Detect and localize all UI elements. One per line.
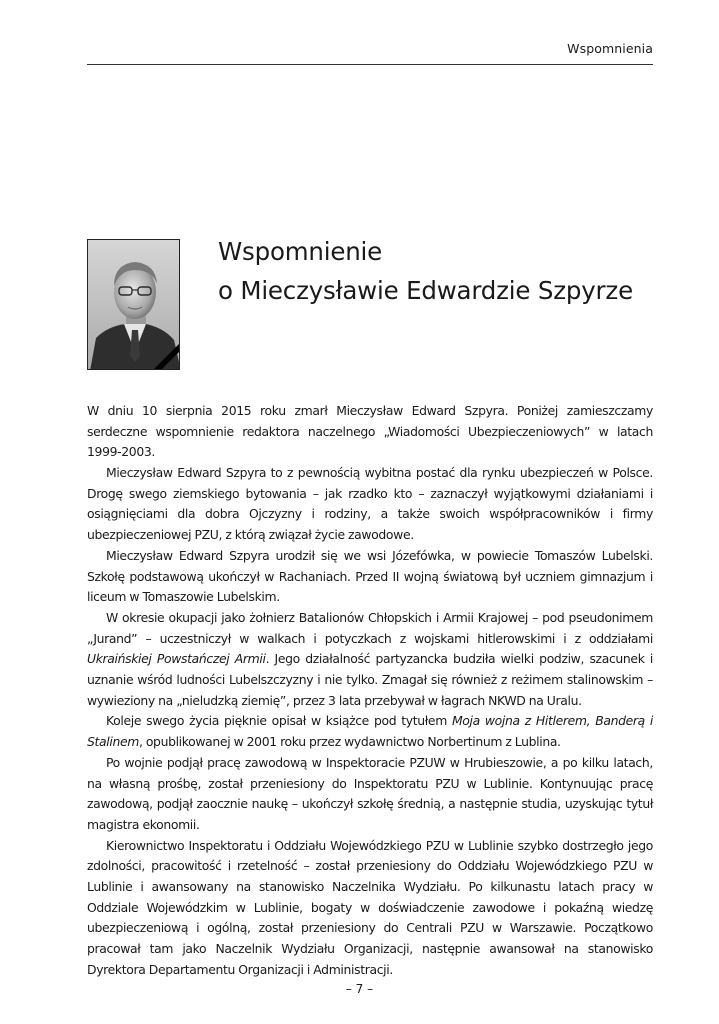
portrait-photo [87,239,180,370]
paragraph-text: Koleje swego życia pięknie opisał w książce pod tytułem [106,713,452,729]
italic-phrase: Moja wojna z Hitlerem, Banderą i Stalinem [87,713,653,750]
intro-paragraph: W dniu 10 sierpnia 2015 roku zmarł Mieczysław Edward Szpyra. Poniżej zamieszczamy serdeczne wspomnienie redaktora naczelnego „Wiadomości Ubezpieczeniowych” w latach 1999-2003. [87,403,653,460]
title-line-1: Wspomnienie [218,237,383,266]
article-title [218,232,633,310]
paragraph-text: . Jego działalność partyzancka budziła wielki podziw, szacunek i uznanie wśród ludności Lubelszczyzny i nie tylko. Zmagał się również z reżimem stalinowskim – wywieziony na „nieludzką ziemię”, przez 3 lata przebywał w łagrach NKWD na Uralu. [87,651,653,708]
paragraph-text: W okresie okupacji jako żołnierz Batalionów Chłopskich i Armii Krajowej – pod pseudonimem „Jurand” – uczestniczył w walkach i potyczkach z wojskami hitlerowskimi i z oddziałami [87,609,653,646]
running-header: Wspomnienia [567,41,653,56]
body-paragraph: Kierownictwo Inspektoratu i Oddziału Wojewódzkiego PZU w Lublinie szybko dostrzegło jego zdolności, pracowitość i rzetelność – został przeniesiony do Oddziału Wojewódzkiego PZU w Lublinie i awansowany na stanowisko Naczelnika Wydziału. Po kilkunastu latach pracy w Oddziale Wojewódzkim w Lublinie, bogaty w doświadczenie zawodowe i pokaźną wiedzę ubezpieczeniową i ogólną, został przeniesiony do Centrali PZU w Warszawie. Początkowo pracował tam jako Naczelnik Wydziału Organizacji, następnie awansował na stanowisko Dyrektora Departamentu Organizacji i Administracji. [87,837,653,977]
body-paragraph [87,711,653,752]
body-paragraph: Mieczysław Edward Szpyra urodził się we wsi Józefówka, w powiecie Tomaszów Lubelski. Szkołę podstawową ukończył w Rachaniach. Przed II wojną światową był uczniem gimnazjum i liceum w Tomaszowie Lubelskim. [87,547,653,605]
article-body [87,463,653,981]
body-paragraph [87,608,653,712]
paragraph-text: , opublikowanej w 2001 roku przez wydawnictwo Norbertinum z Lublina. [138,734,561,750]
body-paragraph: Mieczysław Edward Szpyra to z pewnością wybitna postać dla rynku ubezpieczeń w Polsce. Drogę swego ziemskiego bytowania – jak rzadko kto – zaznaczył wyjątkowymi działaniami i osiągnięciami dla dobra Ojczyzny i rodziny, a także swoich współpracowników i firmy ubezpieczeniowej PZU, z którą związał życie zawodowe. [87,465,653,543]
page-number: – 7 – [345,982,374,996]
header-divider [87,64,653,65]
body-paragraph: Po wojnie podjął pracę zawodową w Inspektoracie PZUW w Hrubieszowie, a po kilku latach, na własną prośbę, został przeniesiony do Inspektoratu PZU w Lublinie. Kontynuując pracę zawodową, podjął zaocznie naukę – ukończył szkołę średnią, a następnie studia, uzyskując tytuł magistra ekonomii. [87,754,653,832]
title-line-2: o Mieczysławie Edwardzie Szpyrze [218,276,633,305]
italic-phrase: Ukraińskiej Powstańczej Armii [87,651,266,667]
